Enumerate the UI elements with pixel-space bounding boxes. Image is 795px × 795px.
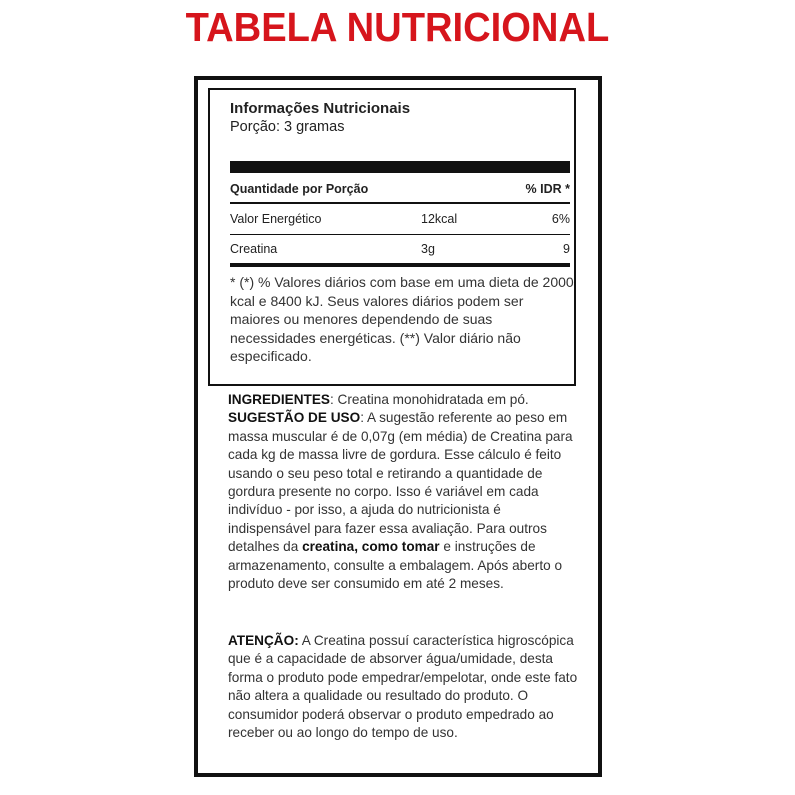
ingredients-and-usage	[228, 391, 580, 593]
header-rule	[230, 202, 570, 204]
warning-label: ATENÇÃO:	[228, 633, 299, 648]
row-energy-amount: 12kcal	[421, 212, 458, 226]
portion-size: Porção: 3 gramas	[230, 119, 345, 135]
usage-text: : A sugestão referente ao peso em massa muscular é de 0,07g (em média) de Creatina para cada kg de massa livre de gordura. Esse cálculo é feito usando o seu peso total e retirando a quantidade de gordura presente no corpo. Isso é variável em cada indivíduo - por isso, a ajuda do nutricionista é indispensável para fazer essa avaliação. Para outros detalhes da	[228, 410, 573, 555]
col-header-idr: % IDR *	[525, 182, 570, 196]
usage-label: SUGESTÃO DE USO	[228, 410, 361, 426]
ingredients-text: : Creatina monohidratada em pó.	[329, 392, 529, 407]
warning-text: A Creatina possuí característica higroscópica que é a capacidade de absorver água/umidade, desta forma o produto pode empedrar/empelotar, onde este fato não altera a qualidade ou resultado do produto. O consumidor poderá observar o produto empedrado ao receber ou ao longo do tempo de uso.	[228, 633, 578, 741]
row-creatine-amount: 3g	[421, 242, 435, 256]
daily-values-footnote: * (*) % Valores diários com base em uma dieta de 2000 kcal e 8400 kJ. Seus valores diários podem ser maiores ou menores dependendo de suas necessidades energéticas. (**) Valor diário não especificado.	[230, 274, 574, 364]
creatine-how-to-link: creatina, como tomar	[302, 539, 440, 555]
usage-text-after: e instruções de armazenamento, consulte a embalagem. Após aberto o produto deve ser consumido em até 2 meses.	[228, 539, 563, 592]
row-creatine-name: Creatina	[230, 242, 278, 256]
table-bottom-rule	[230, 263, 570, 267]
ingredients-label: INGREDIENTES	[228, 392, 330, 407]
col-header-quantity: Quantidade por Porção	[230, 182, 369, 196]
row-creatine-idr: 9	[563, 242, 570, 256]
row-rule	[230, 234, 570, 235]
row-energy-name: Valor Energético	[230, 212, 322, 226]
thick-divider	[230, 161, 570, 173]
nutrition-facts-panel	[208, 88, 576, 386]
warning-section	[228, 632, 580, 742]
row-energy-idr: 6%	[551, 212, 570, 226]
nutrition-heading: Informações Nutricionais	[230, 100, 411, 117]
page-title: TABELA NUTRICIONAL	[185, 4, 610, 50]
